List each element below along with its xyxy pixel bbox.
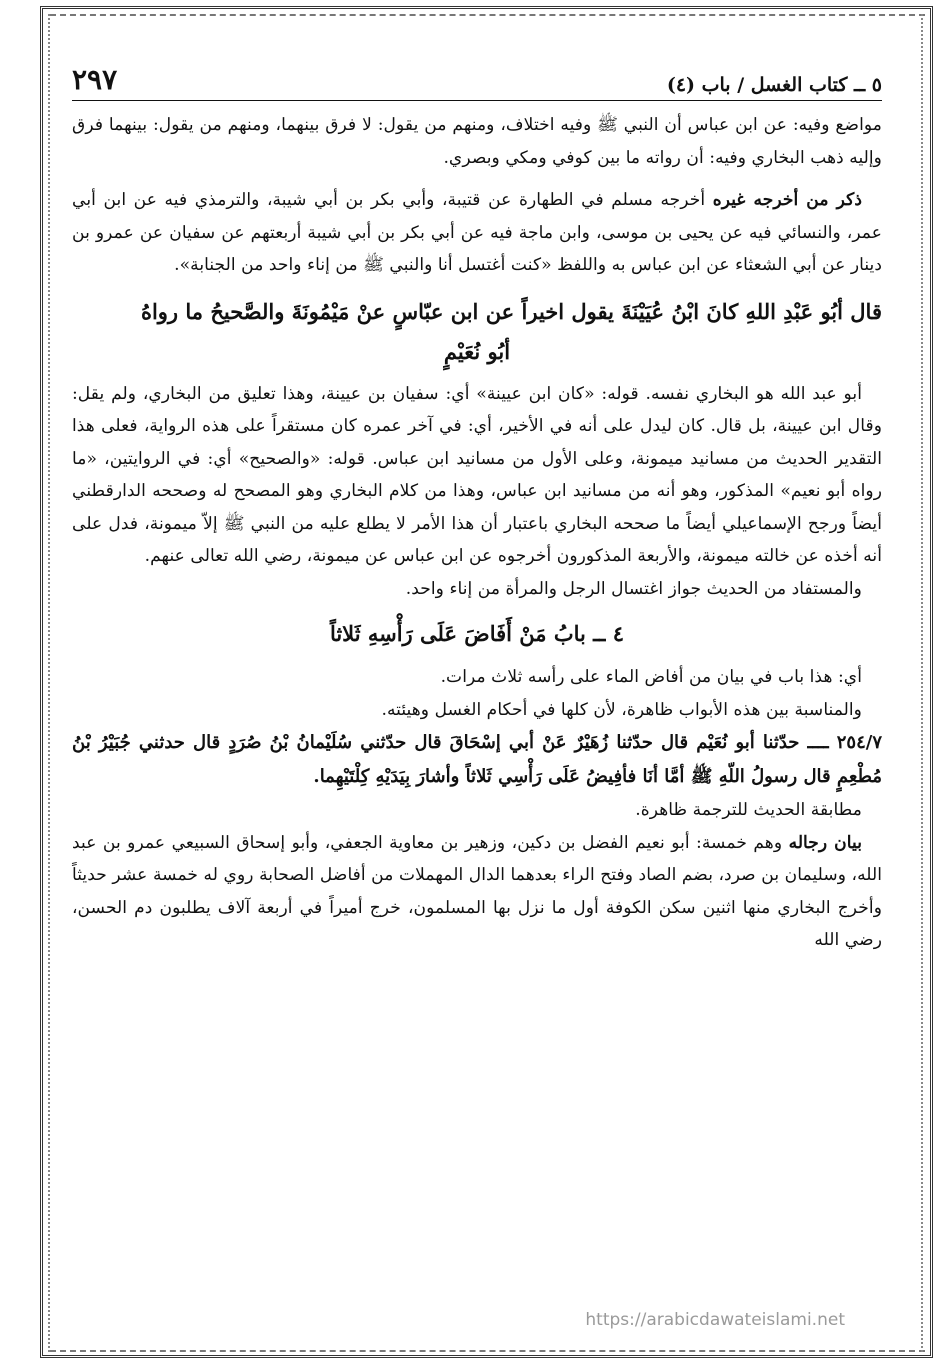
paragraph-2 <box>72 184 882 282</box>
border-ornament-left <box>48 14 50 1352</box>
paragraph-7: مطابقة الحديث للترجمة ظاهرة. <box>635 800 862 820</box>
running-header <box>72 60 882 101</box>
paragraph-2-label: ذكر من أخرجه غيره <box>712 190 862 210</box>
border-ornament-bottom <box>50 1350 925 1352</box>
paragraph-2-text: أخرجه مسلم في الطهارة عن قتيبة، وأبي بكر بن أبي شيبة، والترمذي فيه عن ابن أبي عمر، والنسائي فيه عن يحيى بن موسى، وابن ماجة فيه عن أبي بكر بن أبي شيبة أربعتهم عن سفيان عن عمرو بن دينار عن أبي الشعثاء عن ابن عباس به واللفظ «كنت أغتسل أنا والنبي ﷺ من إناء واحد من الجنابة». <box>72 190 882 275</box>
quote-line: قال أبُو عَبْدِ اللهِ كانَ ابْنُ عُيَيْنَةَ يقول اخيراً عن ابن عبّاسٍ عنْ مَيْمُونَةَ والصَّحيحُ ما رواهُ <box>140 298 882 324</box>
page-content <box>72 60 882 957</box>
page-number: ٢٩٧ <box>72 63 118 96</box>
paragraph-5: أي: هذا باب في بيان من أفاض الماء على رأسه ثلاث مرات. <box>440 667 862 687</box>
paragraph-6: والمناسبة بين هذه الأبواب ظاهرة، لأن كلها في أحكام الغسل وهيئته. <box>381 699 862 720</box>
paragraph-8 <box>72 827 882 957</box>
border-ornament-top <box>50 14 925 16</box>
quote-end: أبُو نُعَيْمٍ <box>443 338 511 364</box>
paragraph-1: مواضع وفيه: عن ابن عباس أن النبي ﷺ وفيه اختلاف، ومنهم من يقول: لا فرق بينهما، ومنهم من يقول: بينهما فرق وإليه ذهب البخاري وفيه: أن رواته ما بين كوفي ومكي وبصري. <box>72 115 882 168</box>
paragraph-4: والمستفاد من الحديث جواز اغتسال الرجل والمرأة من إناء واحد. <box>405 578 862 599</box>
border-ornament-right <box>921 14 923 1352</box>
hadith-text: ٢٥٤/٧ ــــ حدّثنا أبو نُعَيْم قال حدّثنا زُهَيْرٌ عَنْ أبي إسْحَاقَ قال حدّثني سُلَيْمانُ بْنُ صُرَدٍ قال حدثني جُبَيْرُ بْنُ مُطْعِمٍ قال رسولُ اللّهِ ﷺ أمَّا أنَا فأفِيضُ عَلَى رَأْسِي ثَلاثاً وأشارَ بِيَدَيْهِ كِلْتَيْهِما. <box>72 732 882 787</box>
paragraph-3: أبو عبد الله هو البخاري نفسه. قوله: «كان ابن عيينة» أي: سفيان بن عيينة، وهذا تعليق من البخاري، ولم يقل: وقال ابن عيينة، بل قال. كان ليدل على أنه في الأخير، أي: في آخر عمره كان مستقراً على هذه الرواية، فعلى هذا التقدير الحديث من مسانيد ميمونة، وعلى الأول من مسانيد ابن عباس. قوله: «والصحيح» أي: في الروايتين، «ما رواه أبو نعيم» المذكور، وهو أنه من مسانيد ابن عباس، وهذا من كلام البخاري وهو المصحح له وصححه الدارقطني أيضاً ورجح الإسماعيلي أيضاً ما صححه البخاري باعتبار أن هذا الأمر لا يطلع عليه من النبي ﷺ إلاّ ميمونة، فدل على أنه أخذه عن خالته ميمونة، والأربعة المذكورون أخرجوه عن ابن عباس عن ميمونة، رضي الله تعالى عنهم. <box>72 383 882 566</box>
watermark-url: https://arabicdawateislami.net <box>585 1310 845 1330</box>
paragraph-8-label: بيان رجاله <box>788 832 862 853</box>
paragraph-8-text: وهم خمسة: أبو نعيم الفضل بن دكين، وزهير بن معاوية الجعفي، وأبو إسحاق السبيعي عمرو بن عبد الله، وسليمان بن صرد، بضم الصاد وفتح الراء بعدهما الدال المهملات من أفاضل الصحابة روي له خمسة عشر حديثاً وأخرج البخاري منها اثنين سكن الكوفة أول ما نزل بها المسلمون، خرج أميراً في أربعة آلاف يطلبون دم الحسن، رضي الله <box>72 832 882 950</box>
chapter-title: ٤ ــ بابُ مَنْ أَفَاضَ عَلَى رَأْسِهِ ثَلاثاً <box>329 621 625 646</box>
header-title: ٥ ــ كتاب الغسل / باب (٤) <box>666 74 882 96</box>
